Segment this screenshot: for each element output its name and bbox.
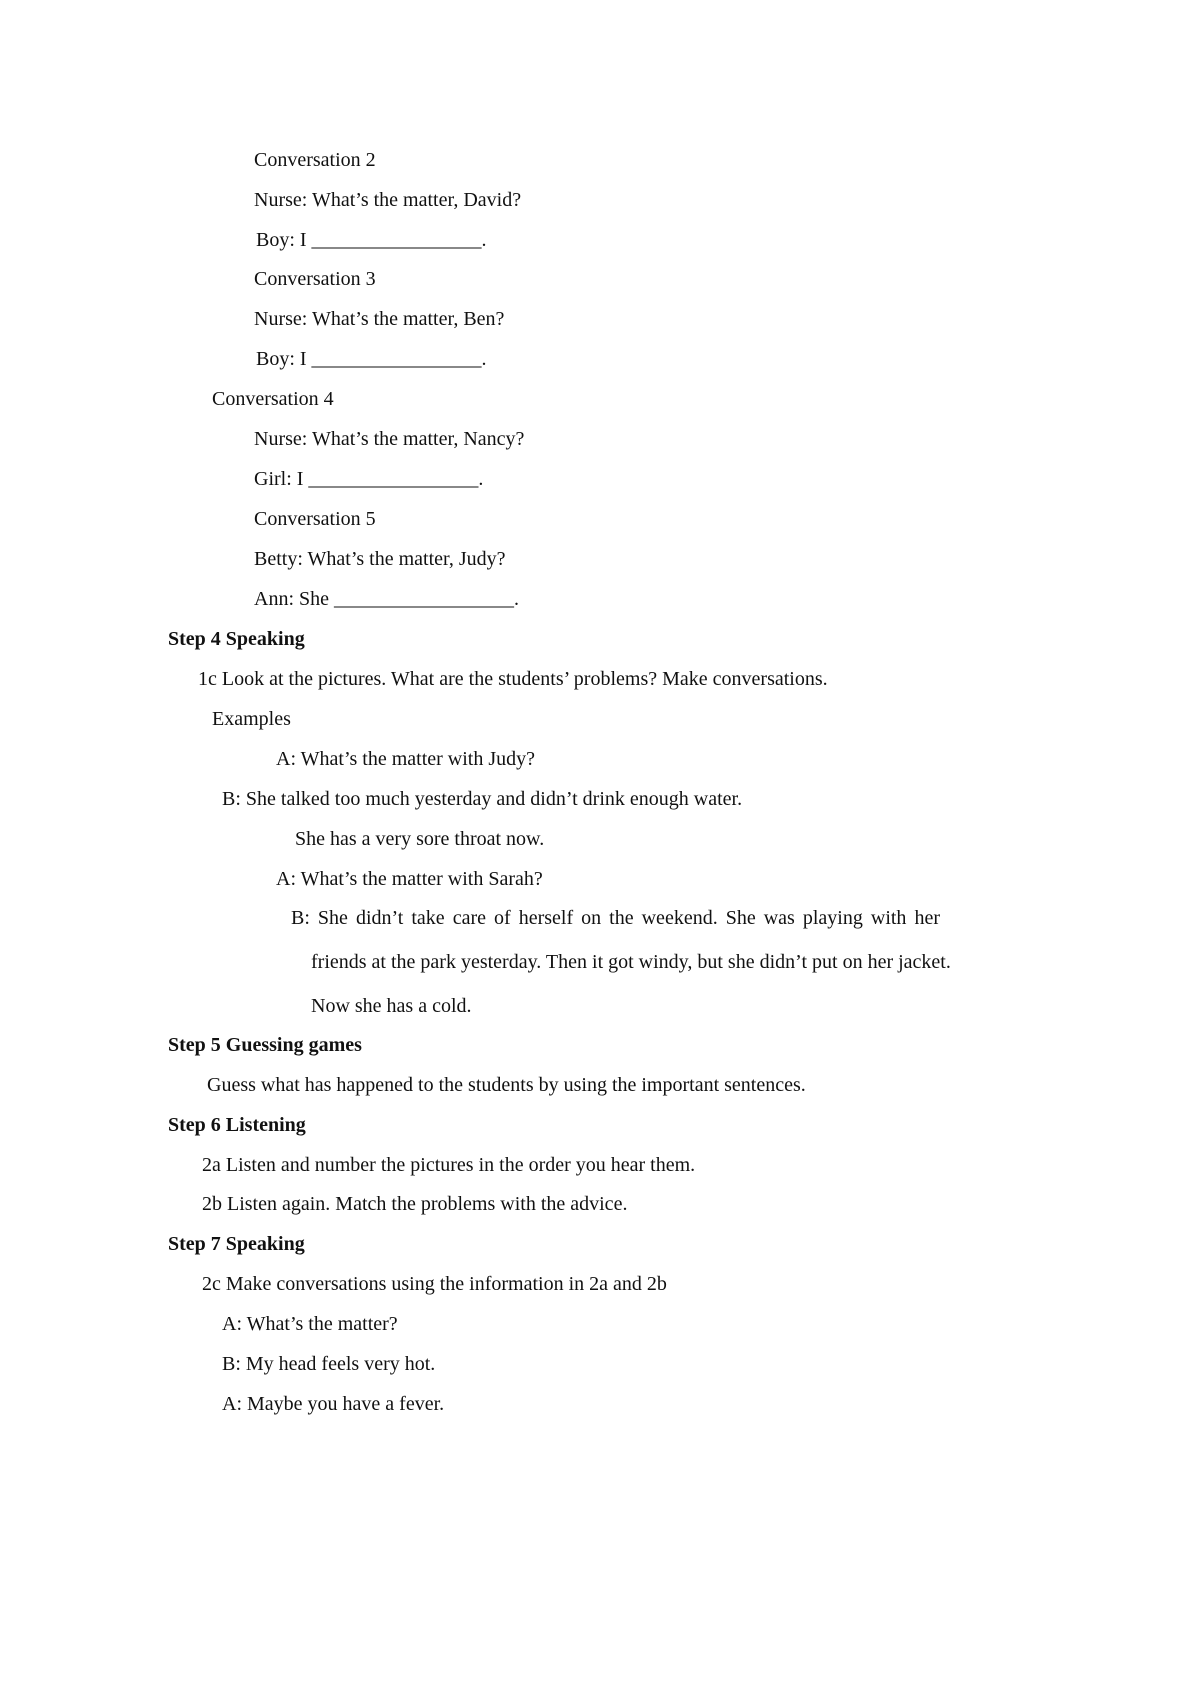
conversation-3-question: Nurse: What’s the matter, Ben? <box>254 308 505 330</box>
conversation-3-title: Conversation 3 <box>254 268 376 290</box>
step-7-dialogue-line-1: A: What’s the matter? <box>222 1313 398 1335</box>
conversation-2-answer: Boy: I _________________. <box>256 229 487 251</box>
examples-label: Examples <box>212 708 291 730</box>
example-2-answer-text-1: B: She didn’t take care of herself on the weekend. She was playing with her <box>291 907 940 929</box>
example-1-answer-line-2: She has a very sore throat now. <box>295 828 545 850</box>
conversation-5-title: Conversation 5 <box>254 508 376 530</box>
step-7-task-2c: 2c Make conversations using the information in 2a and 2b <box>202 1273 667 1295</box>
example-2-answer-line-3: Now she has a cold. <box>311 995 472 1017</box>
conversation-4-answer: Girl: I _________________. <box>254 468 484 490</box>
step-6-task-2a: 2a Listen and number the pictures in the order you hear them. <box>202 1154 696 1176</box>
example-2-question: A: What’s the matter with Sarah? <box>276 868 543 890</box>
step-5-heading: Step 5 Guessing games <box>168 1034 362 1056</box>
step-6-heading: Step 6 Listening <box>168 1114 306 1136</box>
step-6-task-2b: 2b Listen again. Match the problems with the advice. <box>202 1193 628 1215</box>
example-2-answer-line-1 <box>291 905 940 931</box>
example-2-answer-line-2: friends at the park yesterday. Then it got windy, but she didn’t put on her jacket. <box>311 951 951 973</box>
conversation-5-answer: Ann: She __________________. <box>254 588 519 610</box>
example-1-answer-line-1: B: She talked too much yesterday and didn’t drink enough water. <box>222 788 743 810</box>
step-7-dialogue-line-3: A: Maybe you have a fever. <box>222 1393 445 1415</box>
conversation-4-question: Nurse: What’s the matter, Nancy? <box>254 428 525 450</box>
conversation-3-answer: Boy: I _________________. <box>256 348 487 370</box>
conversation-2-question: Nurse: What’s the matter, David? <box>254 189 522 211</box>
conversation-2-title: Conversation 2 <box>254 149 376 171</box>
step-4-heading: Step 4 Speaking <box>168 628 305 650</box>
conversation-4-title: Conversation 4 <box>212 388 334 410</box>
step-7-heading: Step 7 Speaking <box>168 1233 305 1255</box>
example-1-question: A: What’s the matter with Judy? <box>276 748 536 770</box>
step-5-task: Guess what has happened to the students by using the important sentences. <box>207 1074 806 1096</box>
step-7-dialogue-line-2: B: My head feels very hot. <box>222 1353 436 1375</box>
conversation-5-question: Betty: What’s the matter, Judy? <box>254 548 506 570</box>
step-4-task: 1c Look at the pictures. What are the students’ problems? Make conversations. <box>198 668 828 690</box>
